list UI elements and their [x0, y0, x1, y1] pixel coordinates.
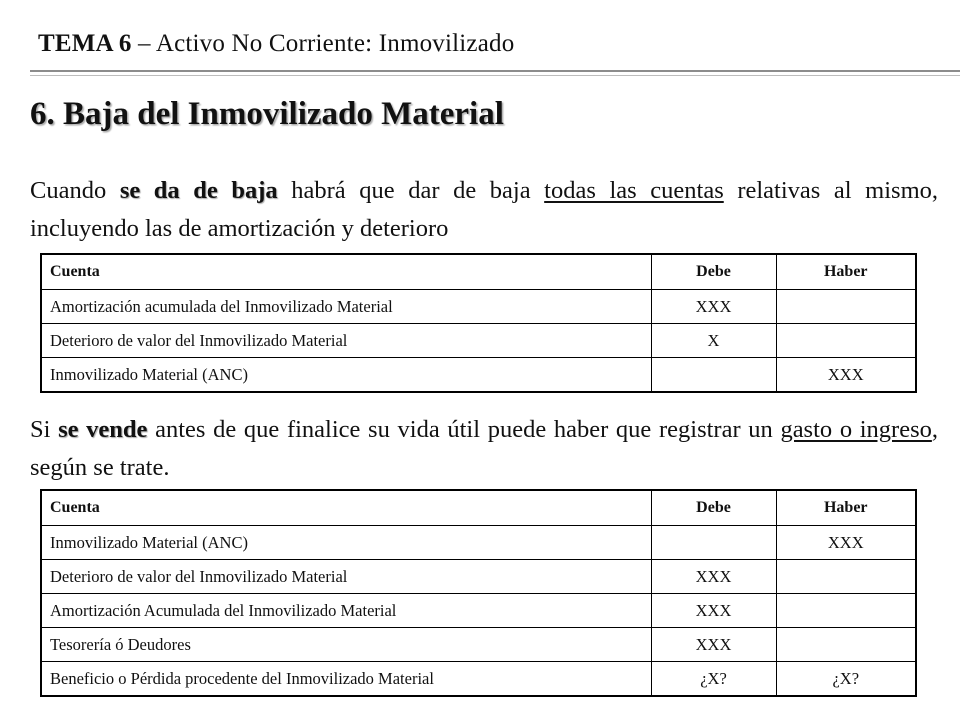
table-row [41, 324, 916, 358]
cell-cuenta: Amortización Acumulada del Inmovilizado Material [41, 594, 651, 628]
cell-haber: ¿X? [776, 662, 916, 697]
cell-cuenta: Inmovilizado Material (ANC) [41, 526, 651, 560]
paragraph-venta-text-3: , según se trate. [30, 416, 938, 481]
header-cuenta: Cuenta [41, 254, 651, 290]
cell-debe: X [651, 324, 776, 358]
cell-cuenta: Deterioro de valor del Inmovilizado Material [41, 560, 651, 594]
table-row [41, 290, 916, 324]
paragraph-baja-underline: todas las cuentas [544, 177, 724, 204]
paragraph-baja-text-1: Cuando [30, 177, 120, 204]
cell-haber [776, 290, 916, 324]
topic-name: Activo No Corriente: Inmovilizado [155, 30, 515, 57]
topic-number: TEMA 6 [38, 30, 132, 57]
table-row [41, 560, 916, 594]
cell-debe: XXX [651, 594, 776, 628]
cell-cuenta: Inmovilizado Material (ANC) [41, 358, 651, 393]
cell-debe: XXX [651, 628, 776, 662]
cell-cuenta: Deterioro de valor del Inmovilizado Material [41, 324, 651, 358]
paragraph-venta-text-2: antes de que finalice su vida útil puede haber que registrar un [147, 416, 781, 443]
section-title: 6. Baja del Inmovilizado Material [30, 96, 504, 132]
cell-haber [776, 560, 916, 594]
cell-debe: XXX [651, 560, 776, 594]
cell-haber [776, 628, 916, 662]
header-haber: Haber [776, 490, 916, 526]
paragraph-baja-text-3: relativas al mismo, incluyendo las de amortización y deterioro [30, 177, 939, 242]
cell-haber: XXX [776, 358, 916, 393]
cell-debe: ¿X? [651, 662, 776, 697]
table-row [41, 662, 916, 697]
paragraph-baja [30, 172, 938, 248]
table-row [41, 594, 916, 628]
table-row [41, 628, 916, 662]
paragraph-venta-underline: gasto o ingreso [780, 416, 932, 443]
journal-table-baja [40, 253, 917, 393]
topic-separator: – [131, 30, 156, 57]
table-row [41, 526, 916, 560]
header-debe: Debe [651, 254, 776, 290]
paragraph-venta [30, 411, 938, 487]
slide-topic-header [38, 30, 514, 58]
paragraph-baja-text-2: habrá que dar de baja [277, 177, 545, 204]
table-header-row [41, 490, 916, 526]
header-debe: Debe [651, 490, 776, 526]
header-cuenta: Cuenta [41, 490, 651, 526]
cell-debe [651, 526, 776, 560]
header-haber: Haber [776, 254, 916, 290]
cell-cuenta: Amortización acumulada del Inmovilizado Material [41, 290, 651, 324]
journal-table-venta [40, 489, 917, 697]
header-rule-thin [30, 75, 960, 76]
cell-haber [776, 594, 916, 628]
paragraph-venta-emphasis: se vende [58, 416, 148, 443]
paragraph-baja-emphasis: se da de baja [119, 177, 278, 204]
header-rule-thick [30, 70, 960, 72]
cell-debe: XXX [651, 290, 776, 324]
table-row [41, 358, 916, 393]
cell-cuenta: Tesorería ó Deudores [41, 628, 651, 662]
cell-haber: XXX [776, 526, 916, 560]
cell-haber [776, 324, 916, 358]
table-header-row [41, 254, 916, 290]
cell-cuenta: Beneficio o Pérdida procedente del Inmovilizado Material [41, 662, 651, 697]
cell-debe [651, 358, 776, 393]
paragraph-venta-text-1: Si [30, 416, 59, 443]
